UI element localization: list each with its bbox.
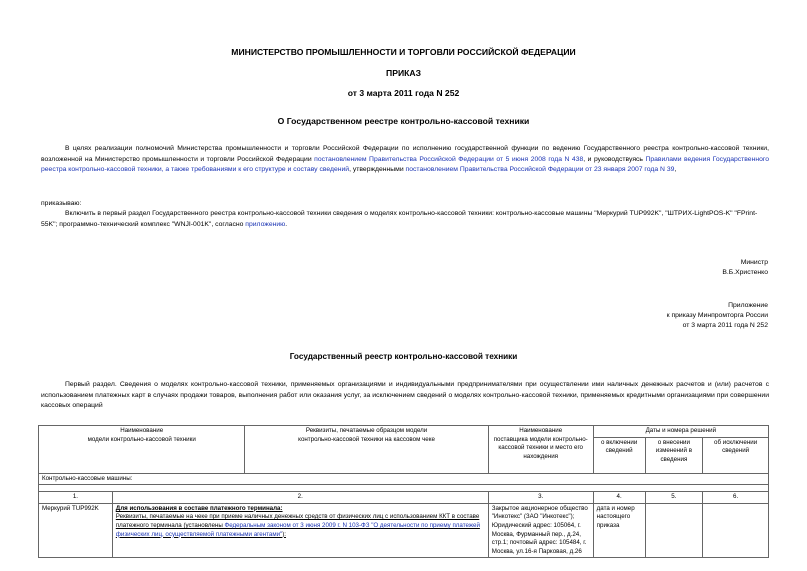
header-requisites: Реквизиты, печатаемые образцом модели контрольно-кассовой техники на кассовом чеке — [245, 426, 488, 474]
col-number-5: 5. — [645, 492, 703, 504]
appendix-order-date: от 3 марта 2011 года N 252 — [682, 322, 768, 329]
resolution-438-link[interactable]: постановлением Правительства Российской Федерации от 5 июня 2008 года N 438 — [314, 155, 584, 163]
preamble-text-b: , и руководствуясь — [583, 155, 646, 163]
header-exclusion: об исключении сведений — [703, 437, 769, 473]
register-table — [38, 425, 769, 558]
header-changes: о внесении изменений в сведения — [645, 437, 703, 473]
header-inclusion: о включении сведений — [593, 437, 645, 473]
resolution-39-link[interactable]: постановлением Правительства Российской Федерации от 23 января 2007 года N 39 — [405, 166, 675, 173]
ministry-heading: МИНИСТЕРСТВО ПРОМЫШЛЕННОСТИ И ТОРГОВЛИ РОССИЙСКОЙ ФЕДЕРАЦИИ — [231, 47, 576, 57]
exclusion-cell — [703, 503, 769, 558]
appendix-order-ref: к приказу Минпромторга России — [666, 312, 768, 319]
preamble-text-c: , утвержденными — [349, 166, 406, 173]
preamble-text-a: В целях реализации полномочий Министерства промышленности и торговли Российской Федерации по исполнению государственной функции по ведению Государственного реестра контрольно-кассовой техники, возложенной на Министерство промышленности и торговли Российской Федерации — [41, 145, 769, 163]
inclusion-cell: дата и номер настоящего приказа — [593, 503, 645, 558]
col-number-4: 4. — [593, 492, 645, 504]
federal-law-103-link[interactable]: Федеральным законом от 3 июня 2009 г. N 103-ФЗ "О деятельности по приему платежей физических лиц, осуществляемой платежными агентами" — [115, 521, 480, 538]
order-paragraph — [41, 209, 769, 230]
document-type: ПРИКАЗ — [386, 68, 421, 78]
table-header-row — [39, 426, 769, 438]
changes-cell — [645, 503, 703, 558]
col-number-1: 1. — [39, 492, 113, 504]
spacer-cell — [39, 485, 769, 492]
table-section-row — [39, 473, 769, 485]
requisites-title: Для использования в составе платежного терминала: — [115, 504, 283, 512]
signature-name: В.Б.Христенко — [722, 269, 768, 276]
header-model-name: Наименование модели контрольно-кассовой техники — [39, 426, 245, 474]
register-rules-link[interactable]: Правилами ведения Государственного реестра контрольно-кассовой техники, а также требованиями к его структуре и составу сведений — [41, 155, 769, 173]
signature-block — [600, 258, 768, 278]
register-title: Государственный реестр контрольно-кассовой техники — [289, 352, 518, 361]
section-cash-machines: Контрольно-кассовые машины: — [39, 473, 769, 485]
preamble-paragraph — [41, 144, 769, 176]
col-number-3: 3. — [488, 492, 593, 504]
signature-title: Министр — [740, 259, 768, 266]
order-word: приказываю: — [41, 200, 82, 207]
requisites-text: Реквизиты, печатаемые на чеке при приеме наличных денежных средств от физических лиц с использованием ККТ в составе платежного терминала (установлены Федеральным законом от 3 июня 2009 г. N 103-ФЗ "О деятельности по приему платежей физических лиц, осуществляемой платежными агентами"): — [115, 513, 480, 538]
appendix-link[interactable]: приложению — [245, 220, 286, 228]
header-supplier: Наименование поставщика модели контрольно-кассовой техники и место его нахождения — [488, 426, 593, 474]
col-number-2: 2. — [112, 492, 488, 504]
appendix-label: Приложение — [728, 302, 768, 309]
preamble-text-d: , — [674, 166, 677, 173]
supplier-cell: Закрытое акционерное общество "Инкотекс" (ЗАО "Инкотекс"); Юридический адрес: 105064, г. Москва, Фурманный пер., д.24, стр.1; почтовый адрес: 105484, г. Москва, ул.16-я Парковая, д.26 — [488, 503, 593, 558]
table-number-row — [39, 492, 769, 504]
order-text: Включить в первый раздел Государственного реестра контрольно-кассовой техники сведения о моделях контрольно-кассовой техники: контрольно-кассовые машины "Меркурий TUP992K", "ШТРИХ-LightPOS-K" "FPrint-55K"; программно-технический комплекс "WNJI-001K", согласно — [41, 210, 758, 228]
requisites-cell — [112, 503, 488, 558]
header-decisions: Даты и номера решений — [593, 426, 768, 438]
document-subject: О Государственном реестре контрольно-кассовой техники — [277, 116, 530, 126]
appendix-header — [560, 301, 768, 331]
table-spacer-row — [39, 485, 769, 492]
document-date-number: от 3 марта 2011 года N 252 — [347, 88, 460, 98]
order-text-end: . — [285, 220, 288, 228]
register-intro: Первый раздел. Сведения о моделях контрольно-кассовой техники, применяемых организациями и индивидуальными предпринимателями при осуществлении ими наличных денежных расчетов и (или) расчетов с использованием платежных карт в случаях продажи товаров, выполнения работ или оказания услуг, за исключением сведений о моделях контрольно-кассовой техники, применяемых кредитными организациями при совершении кассовых операций — [41, 381, 769, 409]
model-cell: Меркурий TUP992K — [39, 503, 113, 558]
col-number-6: 6. — [703, 492, 769, 504]
table-row — [39, 503, 769, 558]
